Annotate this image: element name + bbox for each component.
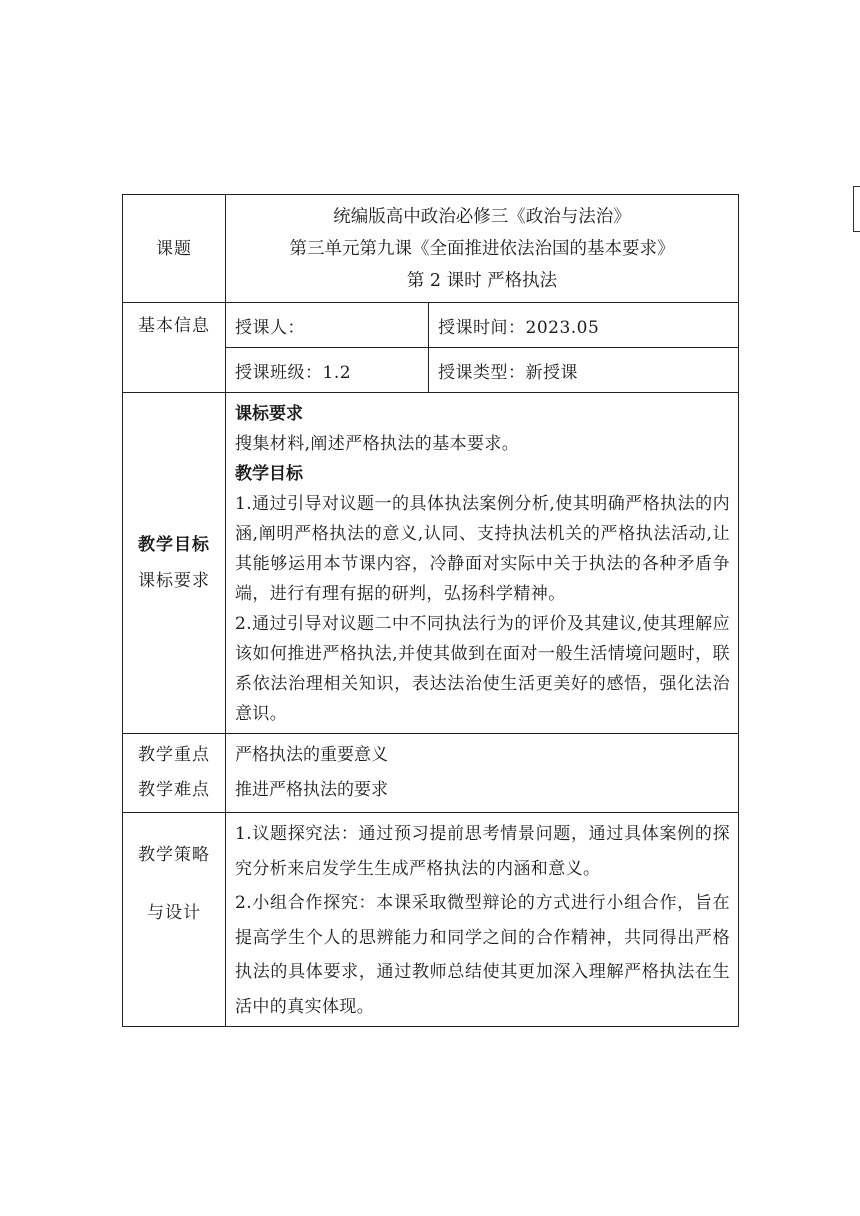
difficulty-text: 推进严格执法的要求 — [235, 780, 388, 800]
objectives-label-cell — [123, 393, 226, 734]
class-cell — [226, 348, 429, 393]
standard-heading: 课标要求 — [235, 404, 303, 424]
objectives-content-cell — [226, 393, 739, 734]
goal-1-text: 1.通过引导对议题一的具体执法案例分析,使其明确严格执法的内涵,阐明严格执法的意义,认同、支持执法机关的严格执法活动,让其能够运用本节课内容，冷静面对实际中关于执法的各种矛盾争端，进行有理有据的研判，弘扬科学精神。 — [235, 494, 730, 604]
strategy-label-2: 与设计 — [147, 903, 201, 923]
topic-row — [123, 195, 739, 303]
basic-info-label: 基本信息 — [138, 316, 210, 336]
topic-title-cell — [226, 195, 739, 303]
standard-text: 搜集材料,阐述严格执法的基本要求。 — [235, 434, 520, 454]
objectives-row — [123, 393, 739, 734]
difficulty-label: 教学难点 — [138, 780, 210, 800]
time-cell — [429, 303, 739, 348]
strategy-content-cell — [226, 813, 739, 1027]
type-cell — [429, 348, 739, 393]
key-point-label: 教学重点 — [138, 745, 210, 765]
unit-title: 第三单元第九课《全面推进依法治国的基本要求》 — [289, 238, 675, 259]
key-point-text: 严格执法的重要意义 — [235, 745, 388, 765]
strategy-row — [123, 813, 739, 1027]
type-field: 授课类型：新授课 — [438, 362, 578, 383]
basic-info-row-1 — [123, 303, 739, 348]
strategy-label-1: 教学策略 — [138, 845, 210, 865]
strategy-item-1: 1.议题探究法：通过预习提前思考情景问题，通过具体案例的探究分析来启发学生生成严格执法的内涵和意义。 — [235, 824, 730, 879]
focus-row — [123, 734, 739, 813]
objectives-label-2: 课标要求 — [138, 571, 210, 591]
topic-label: 课题 — [156, 238, 192, 259]
topic-label-cell — [123, 195, 226, 303]
goal-heading: 教学目标 — [235, 464, 303, 484]
strategy-item-2: 2.小组合作探究：本课采取微型辩论的方式进行小组合作，旨在提高学生个人的思辨能力和同学之间的合作精神，共同得出严格执法的具体要求，通过教师总结使其更加深入理解严格执法在生活中的真实体现。 — [235, 893, 730, 1017]
basic-info-label-cell — [123, 303, 226, 393]
time-field: 授课时间：2023.05 — [438, 317, 600, 338]
lesson-plan-table — [122, 194, 739, 1027]
focus-label-cell — [123, 734, 226, 813]
focus-content-cell — [226, 734, 739, 813]
objectives-label-1: 教学目标 — [138, 535, 210, 555]
strategy-label-cell — [123, 813, 226, 1027]
course-title: 统编版高中政治必修三《政治与法治》 — [333, 206, 631, 227]
teacher-field: 授课人： — [235, 317, 305, 338]
goal-2-text: 2.通过引导对议题二中不同执法行为的评价及其建议,使其理解应该如何推进严格执法,并使其做到在面对一般生活情境问题时，联系依法治理相关知识，表达法治使生活更美好的感悟，强化法治意识。 — [235, 614, 730, 724]
class-field: 授课班级：1.2 — [235, 362, 352, 383]
lesson-title: 第 2 课时 严格执法 — [406, 270, 558, 291]
teacher-cell — [226, 303, 429, 348]
page-edge-mark — [853, 186, 860, 232]
